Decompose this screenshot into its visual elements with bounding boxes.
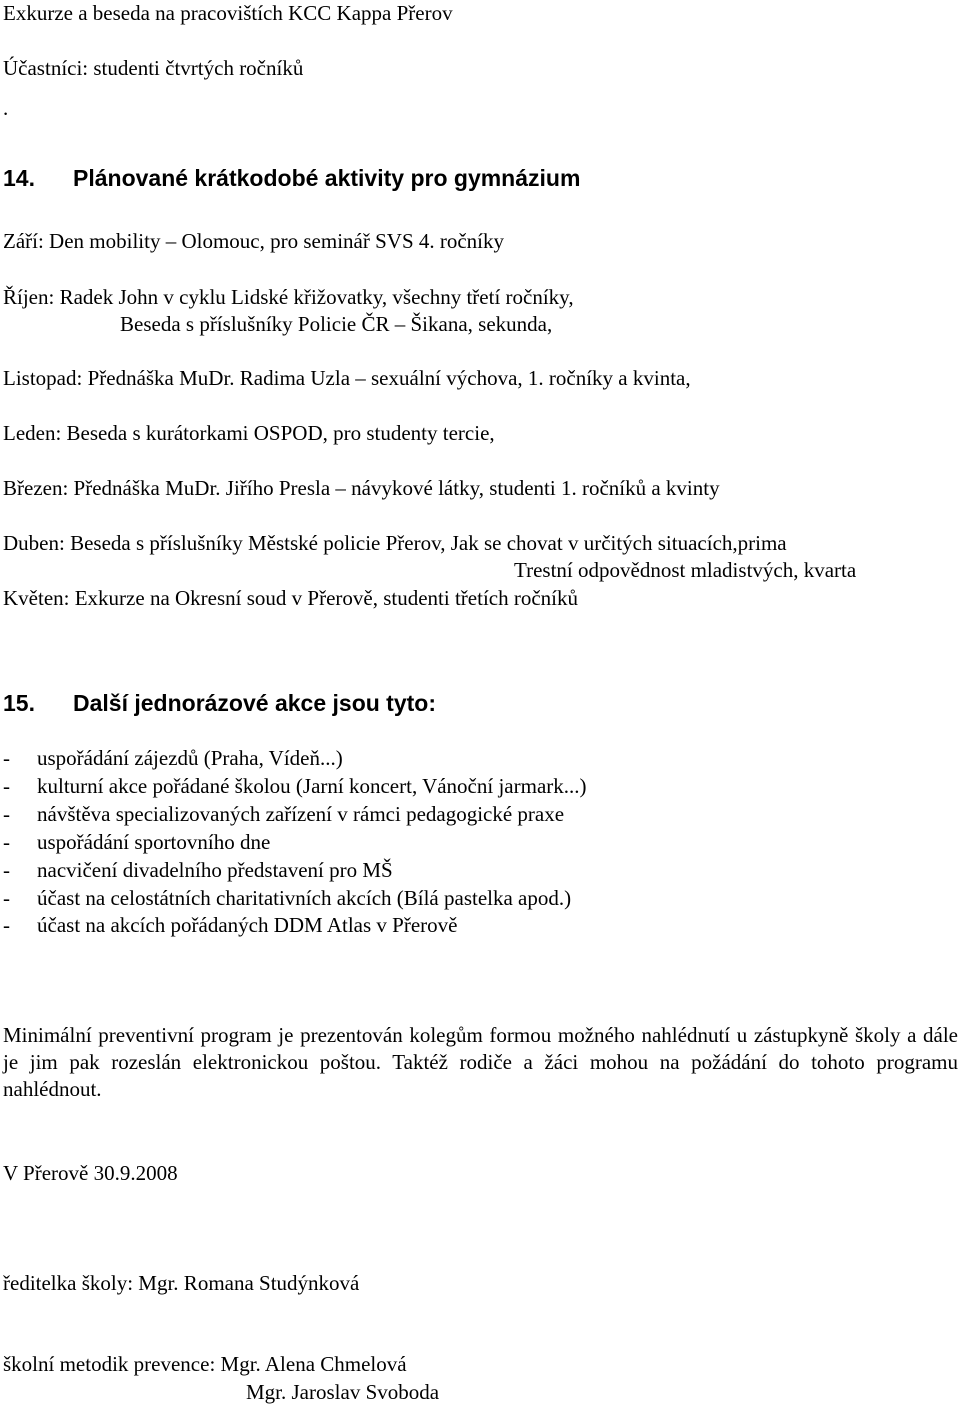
list-bullet: - [3,886,10,910]
activity-april-continued: Trestní odpovědnost mladistvých, kvarta [514,558,857,582]
list-item-text: uspořádání sportovního dne [37,830,271,854]
list-bullet: - [3,913,10,937]
section-14-number: 14. [3,165,35,191]
list-item [3,857,393,883]
list-bullet: - [3,802,10,826]
list-item-text: účast na celostátních charitativních akcích (Bílá pastelka apod.) [37,886,572,910]
director-signature-line: ředitelka školy: Mgr. Romana Studýnková [3,1271,360,1295]
list-item-text: kulturní akce pořádané školou (Jarní koncert, Vánoční jarmark...) [37,774,587,798]
list-item-text: návštěva specializovaných zařízení v rámci pedagogické praxe [37,802,565,826]
section-14-heading [3,165,580,191]
section-15-title: Další jednorázové akce jsou tyto: [73,690,437,716]
activity-october: Říjen: Radek John v cyklu Lidské křižovatky, všechny třetí ročníky, [3,285,574,309]
list-item [3,885,571,911]
list-item-text: účast na akcích pořádaných DDM Atlas v Přerově [37,913,458,937]
list-bullet: - [3,774,10,798]
activity-january: Leden: Beseda s kurátorkami OSPOD, pro studenty tercie, [3,421,495,445]
list-item-text: nacvičení divadelního představení pro MŠ [37,858,393,882]
activity-march: Březen: Přednáška MuDr. Jiřího Presla – návykové látky, studenti 1. ročníků a kvinty [3,476,720,500]
activity-october-continued: Beseda s příslušníky Policie ČR – Šikana, sekunda, [120,312,553,336]
prevention-methodist-line: školní metodik prevence: Mgr. Alena Chmelová [3,1352,407,1376]
list-item [3,745,343,771]
list-item [3,801,564,827]
section-15-heading [3,690,436,716]
list-item-text: uspořádání zájezdů (Praha, Vídeň...) [37,746,343,770]
section-14-title: Plánované krátkodobé aktivity pro gymnázium [73,165,581,191]
participants-line: Účastníci: studenti čtvrtých ročníků [3,56,304,80]
activity-may: Květen: Exkurze na Okresní soud v Přerově, studenti třetích ročníků [3,586,579,610]
activity-september: Září: Den mobility – Olomouc, pro seminář SVS 4. ročníky [3,229,505,253]
activity-april: Duben: Beseda s příslušníky Městské policie Přerov, Jak se chovat v určitých situacích,prima [3,531,787,555]
dot-line: . [3,96,9,120]
section-15-number: 15. [3,690,35,716]
closing-paragraph: Minimální preventivní program je prezentován kolegům formou možného nahlédnutí u zástupkyně školy a dále je jim pak rozeslán elektronickou poštou. Taktéž rodiče a žáci mohou na požádání do tohoto programu nahlédnout. [3,1023,958,1101]
list-item [3,829,270,855]
list-item [3,773,587,799]
activity-november: Listopad: Přednáška MuDr. Radima Uzla – sexuální výchova, 1. ročníky a kvinta, [3,366,691,390]
list-bullet: - [3,830,10,854]
place-date: V Přerově 30.9.2008 [3,1161,178,1185]
prevention-methodist-second: Mgr. Jaroslav Svoboda [246,1380,440,1404]
list-bullet: - [3,746,10,770]
list-item [3,912,457,938]
excursion-line: Exkurze a beseda na pracovištích KCC Kappa Přerov [3,1,453,25]
list-bullet: - [3,858,10,882]
